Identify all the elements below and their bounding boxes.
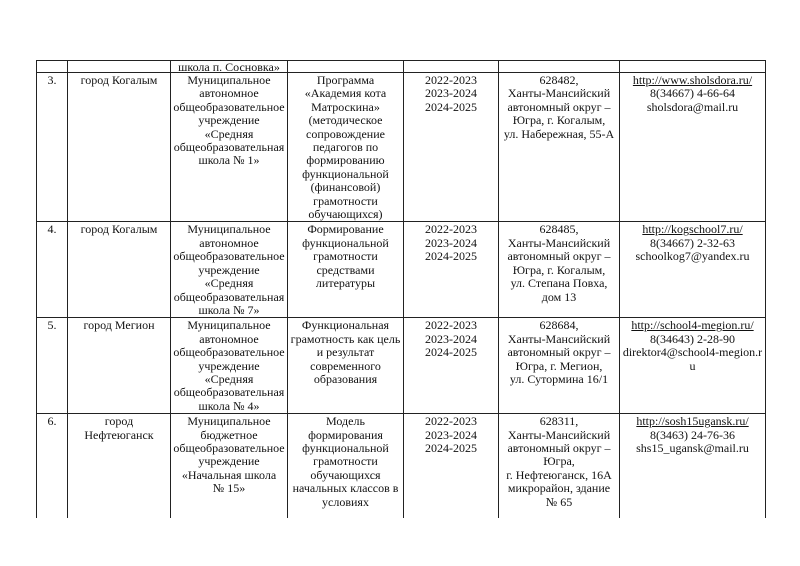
address-line: дом 13	[541, 289, 577, 304]
org-line: учреждение	[198, 262, 260, 277]
org-line: Муниципальное	[187, 222, 271, 237]
cell-program	[288, 222, 404, 318]
years-line: 2022-2023	[425, 414, 477, 429]
address-line: Югра, г. Мегион,	[515, 358, 603, 373]
address-line: Ханты-Мансийский	[507, 427, 611, 442]
address-line: Югра, г. Когалым,	[512, 113, 606, 128]
cell-contacts	[620, 61, 766, 73]
org-line: учреждение	[198, 113, 260, 128]
address-line: 628482,	[539, 73, 579, 87]
cell-address	[499, 318, 620, 414]
cell-org	[171, 414, 288, 518]
address-line: Югра, г. Когалым,	[512, 262, 606, 277]
cell-years	[404, 61, 499, 73]
program-line: современного	[310, 358, 381, 373]
program-line: функциональной	[302, 235, 389, 250]
program-line: формирования	[308, 427, 383, 442]
program-line: (методическое	[308, 113, 383, 128]
org-line: автономное	[199, 235, 259, 250]
program-line: грамотности	[313, 249, 378, 264]
cell-address	[499, 61, 620, 73]
schools-table	[36, 60, 766, 518]
org-line: Муниципальное	[187, 73, 271, 87]
org-line: общеобразовательная	[173, 289, 285, 304]
address-line: автономный округ –	[507, 345, 611, 360]
cell-address	[499, 414, 620, 518]
org-line: «Начальная школа	[181, 467, 277, 482]
cell-city	[68, 61, 171, 73]
cell-years	[404, 318, 499, 414]
cell-address	[499, 73, 620, 222]
cell-contacts	[620, 222, 766, 318]
address-line: ул. Степана Повха,	[510, 276, 608, 291]
row-number: 6.	[37, 414, 68, 518]
city-line: Нефтеюганск	[84, 427, 154, 442]
address-line: 628684,	[539, 318, 579, 333]
org-line: школа № 1»	[198, 153, 260, 168]
address-line: автономный округ –	[507, 440, 611, 455]
phone: 8(3463) 24-76-36	[650, 427, 735, 442]
program-line: сопровождение	[306, 126, 385, 141]
address-line: Югра,	[543, 454, 575, 469]
website-link[interactable]: http://www.sholsdora.ru/	[632, 73, 753, 87]
cell-contacts	[620, 414, 766, 518]
cell-contacts	[620, 318, 766, 414]
cell-org	[171, 222, 288, 318]
address-line: 628485,	[539, 222, 579, 237]
table-row	[37, 222, 766, 318]
years-line: 2024-2025	[425, 99, 477, 114]
org-line: общеобразовательное	[173, 249, 285, 264]
years-line: 2022-2023	[425, 222, 477, 237]
email: shs15_ugansk@mail.ru	[636, 440, 749, 455]
address-line: автономный округ –	[507, 249, 611, 264]
phone: 8(34667) 4-66-64	[650, 86, 735, 101]
address-line: ул. Набережная, 55-А	[503, 126, 615, 141]
cell-years	[404, 73, 499, 222]
org-line: общеобразовательное	[173, 345, 285, 360]
org-line: школа п. Сосновка»	[178, 60, 280, 73]
years-line: 2022-2023	[425, 318, 477, 333]
row-number: 4.	[37, 222, 68, 318]
program-line: Программа	[316, 73, 375, 87]
table-row	[37, 61, 766, 73]
program-line: начальных классов в	[292, 481, 399, 496]
org-line: общеобразовательная	[173, 385, 285, 400]
cell-org	[171, 61, 288, 73]
cell-program	[288, 318, 404, 414]
org-line: автономное	[199, 86, 259, 101]
program-line: функциональной	[302, 440, 389, 455]
org-line: учреждение	[198, 358, 260, 373]
website-link[interactable]: http://kogschool7.ru/	[642, 222, 743, 237]
program-line: формированию	[306, 153, 385, 168]
email: schoolkog7@yandex.ru	[635, 249, 750, 264]
program-line: грамотность как цель	[290, 331, 401, 346]
program-line: «Академия кота	[304, 86, 387, 101]
years-line: 2022-2023	[425, 73, 477, 87]
program-line: Матроскина»	[311, 99, 380, 114]
org-line: бюджетное	[200, 427, 258, 442]
org-line: школа № 4»	[198, 398, 260, 413]
years-line: 2024-2025	[425, 249, 477, 264]
org-line: № 15»	[212, 481, 246, 496]
website-link[interactable]: http://school4-megion.ru/	[631, 318, 754, 333]
program-line: условиях	[322, 494, 369, 509]
years-line: 2023-2024	[425, 427, 477, 442]
program-line: (финансовой)	[310, 180, 381, 195]
email: direktor4@school4-megion.ru	[622, 345, 763, 373]
org-line: автономное	[199, 331, 259, 346]
website-link[interactable]: http://sosh15ugansk.ru/	[636, 414, 749, 429]
cell-city	[68, 222, 171, 318]
city-line: город Когалым	[80, 222, 158, 237]
program-line: педагогов по	[312, 140, 379, 155]
org-line: Муниципальное	[187, 414, 271, 429]
program-line: образования	[313, 371, 378, 386]
table-row	[37, 318, 766, 414]
address-line: Ханты-Мансийский	[507, 331, 611, 346]
address-line: ул. Сутормина 16/1	[509, 371, 609, 386]
address-line: Ханты-Мансийский	[507, 235, 611, 250]
cell-contacts	[620, 73, 766, 222]
program-line: Функциональная	[301, 318, 390, 333]
cell-city	[68, 318, 171, 414]
org-line: Муниципальное	[187, 318, 271, 333]
org-line: «Средняя	[204, 276, 254, 291]
program-line: грамотности	[313, 193, 378, 208]
address-line: Ханты-Мансийский	[507, 86, 611, 101]
table-row	[37, 414, 766, 518]
program-line: Модель	[326, 414, 365, 429]
cell-years	[404, 222, 499, 318]
address-line: № 65	[545, 494, 573, 509]
city-line: город Мегион	[83, 318, 155, 333]
years-line: 2023-2024	[425, 235, 477, 250]
cell-program	[288, 73, 404, 222]
years-line: 2024-2025	[425, 345, 477, 360]
cell-city	[68, 73, 171, 222]
program-line: грамотности	[313, 454, 378, 469]
years-line: 2024-2025	[425, 440, 477, 455]
address-line: микрорайон, здание	[507, 481, 611, 496]
address-line: 628311,	[539, 414, 579, 429]
cell-program	[288, 61, 404, 73]
phone: 8(34667) 2-32-63	[650, 235, 735, 250]
org-line: школа № 7»	[198, 302, 260, 317]
email: sholsdora@mail.ru	[646, 99, 739, 114]
org-line: «Средняя	[204, 371, 254, 386]
row-number: 5.	[37, 318, 68, 414]
program-line: функциональной	[302, 166, 389, 181]
org-line: общеобразовательное	[173, 99, 285, 114]
cell-address	[499, 222, 620, 318]
city-line: город Когалым	[80, 73, 158, 87]
org-line: «Средняя	[204, 126, 254, 141]
cell-city	[68, 414, 171, 518]
program-line: обучающихся	[310, 467, 381, 482]
program-line: средствами	[316, 262, 375, 277]
program-line: и результат	[316, 345, 375, 360]
cell-years	[404, 414, 499, 518]
address-line: г. Нефтеюганск, 16А	[506, 467, 612, 482]
phone: 8(34643) 2-28-90	[650, 331, 735, 346]
org-line: общеобразовательная	[173, 140, 285, 155]
org-line: общеобразовательное	[173, 440, 285, 455]
program-line: обучающихся)	[308, 207, 383, 222]
years-line: 2023-2024	[425, 331, 477, 346]
row-number: 3.	[37, 73, 68, 222]
cell-org	[171, 73, 288, 222]
org-line: учреждение	[198, 454, 260, 469]
cell-org	[171, 318, 288, 414]
program-line: Формирование	[307, 222, 384, 237]
table-row	[37, 73, 766, 222]
address-line: автономный округ –	[507, 99, 611, 114]
cell-program	[288, 414, 404, 518]
program-line: литературы	[315, 276, 376, 291]
city-line: город	[104, 414, 134, 429]
years-line: 2023-2024	[425, 86, 477, 101]
row-number	[37, 61, 68, 73]
